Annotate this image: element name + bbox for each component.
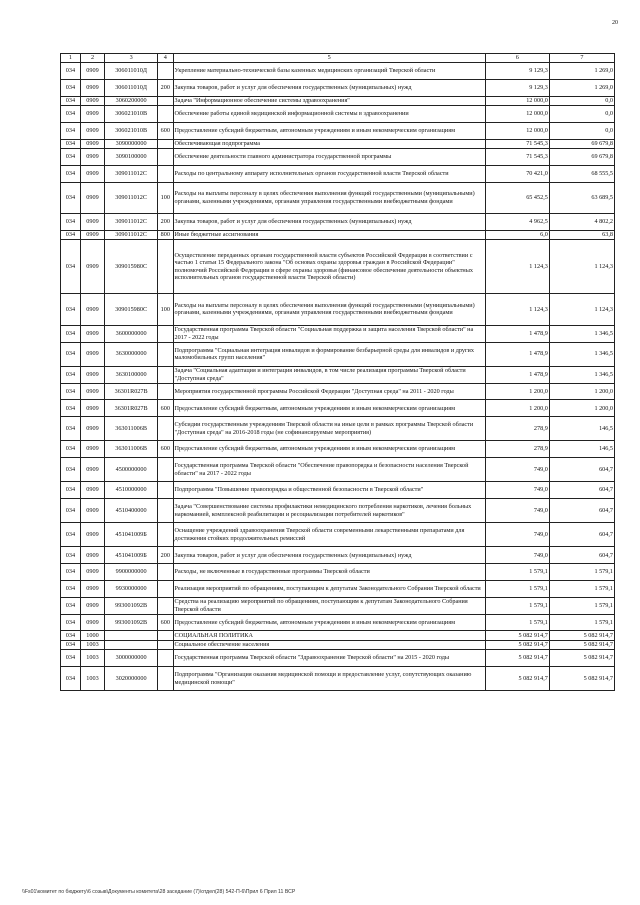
description-cell: Обеспечение работы единой медицинской информационной системы в здравоохранении (173, 105, 485, 122)
table-row (61, 165, 615, 182)
amount-actual-cell: 1 200,0 (549, 400, 614, 417)
target-article-cell: 451041009Б (105, 523, 158, 547)
target-article-cell: 3600000000 (105, 325, 158, 342)
description-cell: Подпрограмма "Организация оказания медицинской помощи и предоставление услуг, сопутствующих оказанию медицинской помощи" (173, 667, 485, 691)
expense-type-cell (158, 667, 173, 691)
amount-plan-cell: 1 200,0 (485, 400, 549, 417)
expense-type-cell (158, 640, 173, 649)
amount-actual-cell: 0,0 (549, 122, 614, 139)
table-row (61, 366, 615, 383)
amount-actual-cell: 1 346,5 (549, 366, 614, 383)
section-code-cell: 0909 (80, 79, 104, 96)
amount-actual-cell: 1 269,0 (549, 63, 614, 80)
section-code-cell: 1000 (80, 631, 104, 640)
column-header: 6 (485, 54, 549, 63)
description-cell: Предоставление субсидий бюджетным, автономным учреждениям и иным некоммерческим организациям (173, 614, 485, 631)
amount-plan-cell: 278,9 (485, 417, 549, 441)
expense-type-cell: 800 (158, 230, 173, 239)
description-cell: Иные бюджетные ассигнования (173, 230, 485, 239)
table-row (61, 294, 615, 326)
amount-actual-cell: 5 082 914,7 (549, 667, 614, 691)
amount-actual-cell: 604,7 (549, 523, 614, 547)
section-code-cell: 0909 (80, 523, 104, 547)
description-cell: Мероприятия государственной программы Российской Федерации "Доступная среда" на 2011 - 2020 годы (173, 383, 485, 400)
description-cell: Оснащение учреждений здравоохранения Тверской области современными лекарственными препаратами для достижения стойких продолжительных ремиссий (173, 523, 485, 547)
expense-type-cell (158, 523, 173, 547)
table-row (61, 631, 615, 640)
description-cell: Подпрограмма "Повышение правопорядка и общественной безопасности в Тверской области" (173, 482, 485, 499)
target-article-cell: 3630000000 (105, 342, 158, 366)
target-article-cell: 3000000000 (105, 650, 158, 667)
amount-plan-cell: 65 452,5 (485, 182, 549, 214)
description-cell: Реализация мероприятий по обращениям, поступающим к депутатам Законодательного Собрания Тверской области (173, 581, 485, 598)
admin-code-cell: 034 (61, 614, 81, 631)
amount-plan-cell: 1 124,3 (485, 240, 549, 294)
table-row (61, 640, 615, 649)
table-row (61, 400, 615, 417)
expense-type-cell: 600 (158, 441, 173, 458)
expense-type-cell (158, 417, 173, 441)
amount-plan-cell: 4 962,5 (485, 214, 549, 231)
description-cell: Закупка товаров, работ и услуг для обеспечения государственных (муниципальных) нужд (173, 547, 485, 564)
admin-code-cell: 034 (61, 523, 81, 547)
description-cell: Задача "Информационное обеспечение системы здравоохранения" (173, 96, 485, 105)
expense-type-cell: 100 (158, 182, 173, 214)
amount-plan-cell: 1 579,1 (485, 564, 549, 581)
amount-plan-cell: 1 579,1 (485, 614, 549, 631)
admin-code-cell: 034 (61, 122, 81, 139)
admin-code-cell: 034 (61, 148, 81, 165)
amount-actual-cell: 1 124,3 (549, 240, 614, 294)
admin-code-cell: 034 (61, 105, 81, 122)
expense-type-cell (158, 105, 173, 122)
amount-actual-cell: 0,0 (549, 96, 614, 105)
target-article-cell: 4500000000 (105, 458, 158, 482)
table-row (61, 581, 615, 598)
table-row (61, 523, 615, 547)
table-row (61, 148, 615, 165)
amount-plan-cell: 5 082 914,7 (485, 631, 549, 640)
section-code-cell: 0909 (80, 383, 104, 400)
admin-code-cell: 034 (61, 667, 81, 691)
section-code-cell: 0909 (80, 139, 104, 148)
table-row (61, 597, 615, 614)
amount-plan-cell: 9 129,3 (485, 79, 549, 96)
description-cell: Расходы, не включенные в государственные программы Тверской области (173, 564, 485, 581)
amount-plan-cell: 12 000,0 (485, 96, 549, 105)
section-code-cell: 0909 (80, 63, 104, 80)
description-cell: Расходы на выплаты персоналу в целях обеспечения выполнения функций государственными (муниципальными) органами, казенными учреждениями, органами управления государственными внебюджетными фондами (173, 182, 485, 214)
amount-actual-cell: 1 269,0 (549, 79, 614, 96)
description-cell: Предоставление субсидий бюджетным, автономным учреждениям и иным некоммерческим организациям (173, 122, 485, 139)
admin-code-cell: 034 (61, 240, 81, 294)
expense-type-cell: 100 (158, 294, 173, 326)
description-cell: Задача "Совершенствование системы профилактики немедицинского потребления наркотиков, лечения больных наркоманией, комплексной реабилитации и ресоциализации потребителей наркотиков" (173, 499, 485, 523)
amount-plan-cell: 5 082 914,7 (485, 667, 549, 691)
section-code-cell: 0909 (80, 325, 104, 342)
admin-code-cell: 034 (61, 581, 81, 598)
description-cell: Государственная программа Тверской области "Здравоохранение Тверской области" на 2015 - 2020 годы (173, 650, 485, 667)
amount-plan-cell: 9 129,3 (485, 63, 549, 80)
section-code-cell: 0909 (80, 458, 104, 482)
admin-code-cell: 034 (61, 79, 81, 96)
amount-plan-cell: 278,9 (485, 441, 549, 458)
description-cell: Расходы по центральному аппарату исполнительных органов государственной власти Тверской области (173, 165, 485, 182)
amount-plan-cell: 12 000,0 (485, 105, 549, 122)
expense-type-cell (158, 482, 173, 499)
target-article-cell: 36301R027В (105, 383, 158, 400)
section-code-cell: 0909 (80, 148, 104, 165)
admin-code-cell: 034 (61, 214, 81, 231)
budget-table (60, 53, 615, 691)
target-article-cell (105, 640, 158, 649)
target-article-cell: 993001092В (105, 614, 158, 631)
target-article-cell: 306021010В (105, 105, 158, 122)
target-article-cell: 4510000000 (105, 482, 158, 499)
admin-code-cell: 034 (61, 96, 81, 105)
admin-code-cell: 034 (61, 63, 81, 80)
description-cell: Задача "Социальная адаптация и интеграция инвалидов, в том числе реализация программы Тверской области "Доступная среда" (173, 366, 485, 383)
section-code-cell: 0909 (80, 214, 104, 231)
table-row (61, 499, 615, 523)
target-article-cell: 309015980С (105, 240, 158, 294)
table-row (61, 417, 615, 441)
description-cell: Обеспечивающая подпрограмма (173, 139, 485, 148)
description-cell: Подпрограмма "Социальная интеграция инвалидов и формирование безбарьерной среды для инвалидов и других маломобильных групп населения" (173, 342, 485, 366)
amount-actual-cell: 1 579,1 (549, 597, 614, 614)
description-cell: Средства на реализацию мероприятий по обращениям, поступающим к депутатам Законодательного Собрания Тверской области (173, 597, 485, 614)
amount-actual-cell: 69 679,8 (549, 139, 614, 148)
description-cell: Предоставление субсидий бюджетным, автономным учреждениям и иным некоммерческим организациям (173, 400, 485, 417)
section-code-cell: 1003 (80, 640, 104, 649)
amount-actual-cell: 604,7 (549, 499, 614, 523)
section-code-cell: 0909 (80, 122, 104, 139)
column-header: 2 (80, 54, 104, 63)
file-path-footer: \\Fs01\комитет по бюджету\6 созыв\Документы комитета\28 заседание (7)\отдел(28) 542-П-6\Прил 6 Прил 11 ВСР (22, 889, 296, 895)
expense-type-cell (158, 96, 173, 105)
admin-code-cell: 034 (61, 165, 81, 182)
expense-type-cell (158, 597, 173, 614)
target-article-cell: 36301R027В (105, 400, 158, 417)
amount-actual-cell: 63,8 (549, 230, 614, 239)
table-row (61, 650, 615, 667)
table-row (61, 614, 615, 631)
admin-code-cell: 034 (61, 458, 81, 482)
admin-code-cell: 034 (61, 482, 81, 499)
target-article-cell: 309015980С (105, 294, 158, 326)
admin-code-cell: 034 (61, 366, 81, 383)
section-code-cell: 0909 (80, 581, 104, 598)
amount-plan-cell: 1 124,3 (485, 294, 549, 326)
expense-type-cell (158, 499, 173, 523)
amount-actual-cell: 604,7 (549, 458, 614, 482)
target-article-cell: 309011012С (105, 214, 158, 231)
section-code-cell: 0909 (80, 165, 104, 182)
description-cell: Осуществление переданных органам государственной власти субъектов Российской Федерации в соответствии с частью 1 статьи 15 Федерального закона "Об основах охраны здоровья граждан в Российской Федерации" полномочий Российской Федерации в сфере охраны здоровья (финансовое обеспечение деятельности объектных исполнительных органов государственной власти Тверской области) (173, 240, 485, 294)
target-article-cell: 3060200000 (105, 96, 158, 105)
table-row (61, 240, 615, 294)
section-code-cell: 0909 (80, 230, 104, 239)
description-cell: Расходы на выплаты персоналу в целях обеспечения выполнения функций государственными (муниципальными) органами, казенными учреждениями, органами управления государственными внебюджетными фондами (173, 294, 485, 326)
section-code-cell: 0909 (80, 400, 104, 417)
table-row (61, 63, 615, 80)
section-code-cell: 0909 (80, 564, 104, 581)
target-article-cell: 3090100000 (105, 148, 158, 165)
section-code-cell: 0909 (80, 240, 104, 294)
column-header: 1 (61, 54, 81, 63)
amount-actual-cell: 68 555,5 (549, 165, 614, 182)
expense-type-cell (158, 458, 173, 482)
expense-type-cell: 600 (158, 122, 173, 139)
description-cell: Закупка товаров, работ и услуг для обеспечения государственных (муниципальных) нужд (173, 214, 485, 231)
amount-actual-cell: 146,5 (549, 441, 614, 458)
amount-plan-cell: 749,0 (485, 499, 549, 523)
admin-code-cell: 034 (61, 294, 81, 326)
amount-actual-cell: 1 124,3 (549, 294, 614, 326)
amount-plan-cell: 5 082 914,7 (485, 640, 549, 649)
admin-code-cell: 034 (61, 182, 81, 214)
amount-plan-cell: 749,0 (485, 547, 549, 564)
section-code-cell: 0909 (80, 441, 104, 458)
table-row (61, 122, 615, 139)
column-header: 3 (105, 54, 158, 63)
table-row (61, 482, 615, 499)
target-article-cell: 309011012С (105, 182, 158, 214)
table-row (61, 214, 615, 231)
description-cell: СОЦИАЛЬНАЯ ПОЛИТИКА (173, 631, 485, 640)
table-row (61, 230, 615, 239)
amount-plan-cell: 71 545,3 (485, 139, 549, 148)
amount-actual-cell: 63 689,5 (549, 182, 614, 214)
admin-code-cell: 034 (61, 383, 81, 400)
amount-plan-cell: 1 200,0 (485, 383, 549, 400)
amount-actual-cell: 1 579,1 (549, 614, 614, 631)
target-article-cell: 309011012С (105, 230, 158, 239)
expense-type-cell (158, 148, 173, 165)
table-row (61, 96, 615, 105)
expense-type-cell (158, 564, 173, 581)
table-row (61, 441, 615, 458)
amount-plan-cell: 749,0 (485, 523, 549, 547)
admin-code-cell: 034 (61, 230, 81, 239)
target-article-cell: 9900000000 (105, 564, 158, 581)
expense-type-cell (158, 383, 173, 400)
amount-actual-cell: 4 802,2 (549, 214, 614, 231)
description-cell: Обеспечение деятельности главного администратора государственной программы (173, 148, 485, 165)
admin-code-cell: 034 (61, 400, 81, 417)
amount-actual-cell: 604,7 (549, 482, 614, 499)
amount-plan-cell: 749,0 (485, 458, 549, 482)
amount-plan-cell: 6,0 (485, 230, 549, 239)
description-cell: Закупка товаров, работ и услуг для обеспечения государственных (муниципальных) нужд (173, 79, 485, 96)
expense-type-cell: 600 (158, 614, 173, 631)
admin-code-cell: 034 (61, 342, 81, 366)
amount-actual-cell: 1 579,1 (549, 564, 614, 581)
admin-code-cell: 034 (61, 640, 81, 649)
target-article-cell: 309011012С (105, 165, 158, 182)
amount-actual-cell: 1 200,0 (549, 383, 614, 400)
amount-actual-cell: 5 082 914,7 (549, 640, 614, 649)
admin-code-cell: 034 (61, 597, 81, 614)
section-code-cell: 0909 (80, 547, 104, 564)
description-cell: Субсидии государственным учреждениям Тверской области на иные цели в рамках программы Тверской области "Доступная среда" на 2016-2018 годы (не софинансируемые мероприятия) (173, 417, 485, 441)
target-article-cell: 306021010В (105, 122, 158, 139)
expense-type-cell (158, 631, 173, 640)
table-row (61, 139, 615, 148)
amount-plan-cell: 5 082 914,7 (485, 650, 549, 667)
table-row (61, 383, 615, 400)
amount-actual-cell: 5 082 914,7 (549, 650, 614, 667)
table-row (61, 105, 615, 122)
table-row (61, 458, 615, 482)
description-cell: Укрепление материально-технической базы казенных медицинских организаций Тверской области (173, 63, 485, 80)
expense-type-cell: 600 (158, 400, 173, 417)
expense-type-cell (158, 325, 173, 342)
admin-code-cell: 034 (61, 547, 81, 564)
admin-code-cell: 034 (61, 441, 81, 458)
column-header: 5 (173, 54, 485, 63)
amount-plan-cell: 1 579,1 (485, 581, 549, 598)
amount-actual-cell: 69 679,8 (549, 148, 614, 165)
admin-code-cell: 034 (61, 631, 81, 640)
section-code-cell: 0909 (80, 614, 104, 631)
expense-type-cell: 200 (158, 79, 173, 96)
amount-plan-cell: 12 000,0 (485, 122, 549, 139)
table-row (61, 547, 615, 564)
table-row (61, 564, 615, 581)
expense-type-cell (158, 650, 173, 667)
section-code-cell: 0909 (80, 366, 104, 383)
target-article-cell (105, 631, 158, 640)
expense-type-cell (158, 139, 173, 148)
target-article-cell: 451041009Б (105, 547, 158, 564)
amount-actual-cell: 604,7 (549, 547, 614, 564)
amount-actual-cell: 5 082 914,7 (549, 631, 614, 640)
amount-plan-cell: 70 421,0 (485, 165, 549, 182)
table-row (61, 325, 615, 342)
target-article-cell: 9930000000 (105, 581, 158, 598)
amount-actual-cell: 146,5 (549, 417, 614, 441)
description-cell: Государственная программа Тверской области "Социальная поддержка и защита населения Тверской области" на 2017 - 2022 годы (173, 325, 485, 342)
target-article-cell: 306011010Д (105, 79, 158, 96)
table-row (61, 667, 615, 691)
admin-code-cell: 034 (61, 499, 81, 523)
section-code-cell: 0909 (80, 417, 104, 441)
admin-code-cell: 034 (61, 650, 81, 667)
expense-type-cell (158, 240, 173, 294)
amount-plan-cell: 1 478,9 (485, 342, 549, 366)
target-article-cell: 3630100000 (105, 366, 158, 383)
amount-plan-cell: 1 478,9 (485, 325, 549, 342)
expense-type-cell: 200 (158, 214, 173, 231)
amount-plan-cell: 1 478,9 (485, 366, 549, 383)
description-cell: Предоставление субсидий бюджетным, автономным учреждениям и иным некоммерческим организациям (173, 441, 485, 458)
target-article-cell: 3020000000 (105, 667, 158, 691)
section-code-cell: 1003 (80, 667, 104, 691)
section-code-cell: 0909 (80, 342, 104, 366)
amount-actual-cell: 1 579,1 (549, 581, 614, 598)
page-number: 20 (612, 20, 618, 26)
section-code-cell: 0909 (80, 482, 104, 499)
expense-type-cell (158, 63, 173, 80)
table-row (61, 79, 615, 96)
expense-type-cell (158, 366, 173, 383)
target-article-cell: 363011006В (105, 417, 158, 441)
target-article-cell: 3090000000 (105, 139, 158, 148)
admin-code-cell: 034 (61, 417, 81, 441)
amount-plan-cell: 71 545,3 (485, 148, 549, 165)
description-cell: Государственная программа Тверской области "Обеспечение правопорядка и безопасности населения Тверской области" на 2017 - 2022 годы (173, 458, 485, 482)
section-code-cell: 0909 (80, 597, 104, 614)
amount-plan-cell: 1 579,1 (485, 597, 549, 614)
column-header: 4 (158, 54, 173, 63)
expense-type-cell (158, 581, 173, 598)
description-cell: Социальное обеспечение населения (173, 640, 485, 649)
section-code-cell: 0909 (80, 499, 104, 523)
section-code-cell: 1003 (80, 650, 104, 667)
expense-type-cell: 200 (158, 547, 173, 564)
column-header: 7 (549, 54, 614, 63)
amount-plan-cell: 749,0 (485, 482, 549, 499)
section-code-cell: 0909 (80, 182, 104, 214)
expense-type-cell (158, 342, 173, 366)
expense-type-cell (158, 165, 173, 182)
table-header-row (61, 54, 615, 63)
target-article-cell: 4510400000 (105, 499, 158, 523)
table-row (61, 342, 615, 366)
target-article-cell: 306011010Д (105, 63, 158, 80)
target-article-cell: 363011006В (105, 441, 158, 458)
admin-code-cell: 034 (61, 325, 81, 342)
target-article-cell: 993001092В (105, 597, 158, 614)
amount-actual-cell: 0,0 (549, 105, 614, 122)
admin-code-cell: 034 (61, 139, 81, 148)
section-code-cell: 0909 (80, 105, 104, 122)
amount-actual-cell: 1 346,5 (549, 342, 614, 366)
section-code-cell: 0909 (80, 294, 104, 326)
amount-actual-cell: 1 346,5 (549, 325, 614, 342)
admin-code-cell: 034 (61, 564, 81, 581)
table-row (61, 182, 615, 214)
section-code-cell: 0909 (80, 96, 104, 105)
